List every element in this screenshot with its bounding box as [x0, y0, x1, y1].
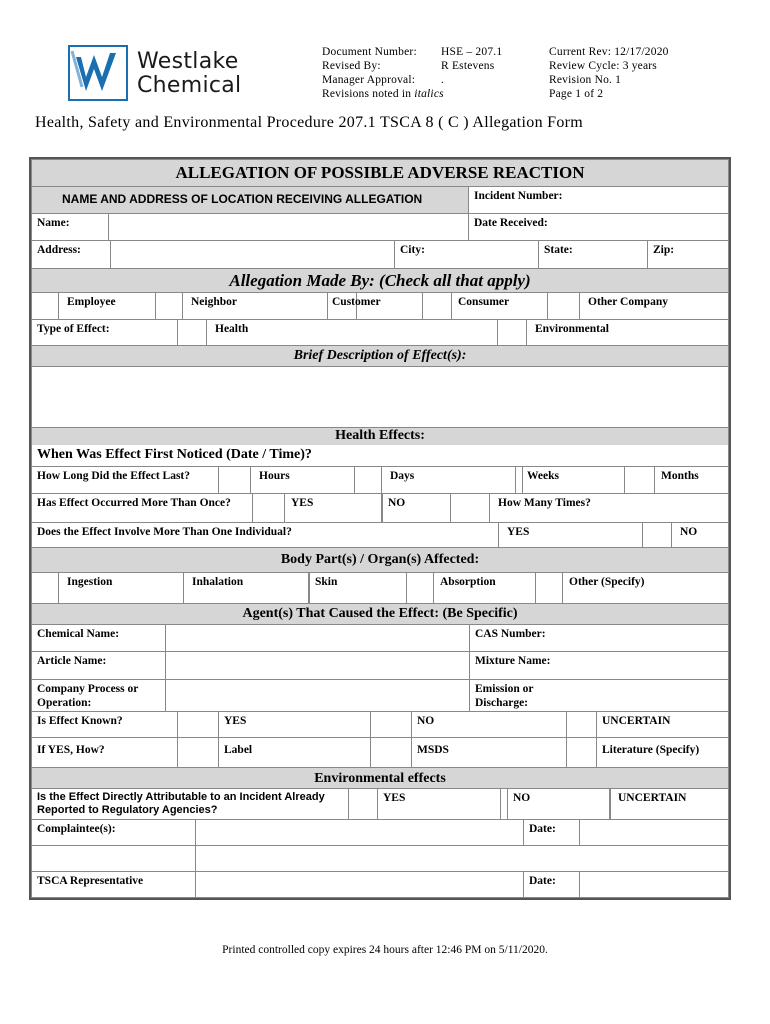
effect-known-uncertain-checkbox[interactable] — [566, 711, 597, 738]
allegation-form — [29, 157, 731, 900]
attributable-label: Is the Effect Directly Attributable to an Incident Already Reported to Regulatory Agencies? — [31, 788, 349, 820]
date-received-field[interactable]: Date Received: — [468, 213, 729, 241]
health-effects-header: Health Effects: — [31, 427, 729, 445]
effect-known-yes-checkbox[interactable] — [177, 711, 219, 738]
attributable-uncertain-label: UNCERTAIN — [609, 788, 729, 820]
effect-known-label: Is Effect Known? — [31, 711, 178, 738]
environmental-effects-header: Environmental effects — [31, 767, 729, 789]
literature-field[interactable]: Literature (Specify) — [596, 737, 729, 768]
label-checkbox[interactable] — [177, 737, 219, 768]
occurred-more-yes-label: YES — [284, 493, 382, 523]
more-than-one-label: Does the Effect Involve More Than One Individual? — [31, 522, 499, 548]
other-company-label: Other Company — [579, 292, 729, 320]
mixture-name-field[interactable]: Mixture Name: — [469, 651, 729, 680]
consumer-checkbox[interactable] — [422, 292, 452, 320]
more-than-one-no-label: NO — [671, 522, 729, 548]
manager-approval: . — [441, 74, 445, 86]
attributable-yes-label: YES — [377, 788, 501, 820]
occurred-more-no-label: NO — [381, 493, 451, 523]
name-label: Name: — [31, 213, 109, 241]
hours-checkbox[interactable] — [354, 466, 382, 494]
name-address-header: NAME AND ADDRESS OF LOCATION RECEIVING ALLEGATION — [31, 186, 469, 214]
revised-by-label: Revised By: — [322, 60, 381, 72]
effect-known-uncertain-label: UNCERTAIN — [596, 711, 729, 738]
health-checkbox[interactable] — [177, 319, 207, 346]
other-company-checkbox[interactable] — [547, 292, 580, 320]
review-cycle: Review Cycle: 3 years — [549, 60, 657, 72]
how-long-input[interactable] — [218, 466, 251, 494]
skin-checkbox[interactable] — [406, 572, 434, 604]
brief-description-header: Brief Description of Effect(s): — [31, 345, 729, 367]
weeks-label: Weeks — [522, 466, 625, 494]
label-option: Label — [218, 737, 371, 768]
current-rev: Current Rev: 12/17/2020 — [549, 46, 669, 58]
health-label: Health — [206, 319, 498, 346]
form-main-title: ALLEGATION OF POSSIBLE ADVERSE REACTION — [31, 159, 729, 187]
hours-label: Hours — [250, 466, 355, 494]
company-process-input[interactable] — [165, 679, 470, 712]
attributable-no-label: NO — [507, 788, 610, 820]
environmental-checkbox[interactable] — [497, 319, 527, 346]
tsca-rep-label: TSCA Representative — [31, 871, 196, 898]
skin-label: Skin — [308, 572, 407, 604]
msds-option: MSDS — [411, 737, 567, 768]
how-many-times-field[interactable]: How Many Times? — [489, 493, 729, 523]
doc-number-label: Document Number: — [322, 46, 417, 58]
name-input[interactable] — [108, 213, 469, 241]
revision-no: Revision No. 1 — [549, 74, 622, 86]
occurred-more-label: Has Effect Occurred More Than Once? — [31, 493, 253, 523]
tsca-date-label: Date: — [523, 871, 580, 898]
agents-header: Agent(s) That Caused the Effect: (Be Specific) — [31, 603, 729, 625]
city-field[interactable]: City: — [394, 240, 539, 269]
address-input[interactable] — [110, 240, 395, 269]
zip-field[interactable]: Zip: — [647, 240, 729, 269]
incident-number-field[interactable]: Incident Number: — [468, 186, 729, 214]
neighbor-checkbox[interactable] — [155, 292, 183, 320]
effect-known-yes-label: YES — [218, 711, 371, 738]
revisions-note: Revisions noted in italics — [322, 88, 444, 100]
weeks-checkbox[interactable] — [624, 466, 655, 494]
complaintee-input[interactable] — [195, 819, 524, 846]
how-long-label: How Long Did the Effect Last? — [31, 466, 219, 494]
months-label: Months — [654, 466, 729, 494]
complaintee-extra-label — [31, 845, 196, 872]
other-specify-field[interactable]: Other (Specify) — [562, 572, 729, 604]
brief-description-input[interactable] — [31, 366, 729, 428]
doc-number: HSE – 207.1 — [441, 46, 503, 58]
state-field[interactable]: State: — [538, 240, 648, 269]
more-than-one-yes-label: YES — [498, 522, 643, 548]
absorption-label: Absorption — [433, 572, 536, 604]
occurred-more-count-input[interactable] — [450, 493, 490, 523]
employee-checkbox[interactable] — [31, 292, 59, 320]
revised-by: R Estevens — [441, 60, 495, 72]
days-label: Days — [381, 466, 516, 494]
complaintee-label: Complaintee(s): — [31, 819, 196, 846]
ingestion-label: Ingestion — [58, 572, 184, 604]
emission-field[interactable]: Emission or Discharge: — [469, 679, 729, 712]
complaintee-date-label: Date: — [523, 819, 580, 846]
tsca-date-input[interactable] — [579, 871, 729, 898]
tsca-rep-input[interactable] — [195, 871, 524, 898]
neighbor-label: Neighbor — [182, 292, 328, 320]
effect-known-no-label: NO — [411, 711, 567, 738]
page-title: Health, Safety and Environmental Procedure 207.1 TSCA 8 ( C ) Allegation Form — [35, 114, 584, 131]
company-logo-text: Westlake Chemical — [137, 49, 242, 98]
page-number: Page 1 of 2 — [549, 88, 604, 100]
chemical-name-input[interactable] — [165, 624, 470, 652]
complaintee-date-input[interactable] — [579, 819, 729, 846]
customer-label: Customer — [326, 292, 423, 320]
employee-label: Employee — [58, 292, 156, 320]
literature-checkbox[interactable] — [566, 737, 597, 768]
msds-checkbox[interactable] — [370, 737, 412, 768]
more-than-one-yes-checkbox[interactable] — [642, 522, 672, 548]
effect-known-no-checkbox[interactable] — [370, 711, 412, 738]
attributable-yes-checkbox[interactable] — [348, 788, 378, 820]
cas-number-field[interactable]: CAS Number: — [469, 624, 729, 652]
article-name-label: Article Name: — [31, 651, 166, 680]
consumer-label: Consumer — [451, 292, 548, 320]
allegation-made-by-header: Allegation Made By: (Check all that apply) — [31, 268, 729, 293]
ingestion-checkbox[interactable] — [31, 572, 59, 604]
chemical-name-label: Chemical Name: — [31, 624, 166, 652]
inhalation-label: Inhalation — [183, 572, 309, 604]
when-noticed-field[interactable]: When Was Effect First Noticed (Date / Time)? — [31, 444, 729, 467]
company-process-label: Company Process or Operation: — [31, 679, 166, 712]
article-name-input[interactable] — [165, 651, 470, 680]
address-label: Address: — [31, 240, 111, 269]
westlake-logo-icon — [68, 45, 128, 101]
print-footer: Printed controlled copy expires 24 hours after 12:46 PM on 5/11/2020. — [222, 944, 548, 956]
type-of-effect-label: Type of Effect: — [31, 319, 178, 346]
complaintee-extra-input[interactable] — [195, 845, 729, 872]
if-yes-how-label: If YES, How? — [31, 737, 178, 768]
occurred-more-yes-checkbox[interactable] — [252, 493, 285, 523]
body-parts-header: Body Part(s) / Organ(s) Affected: — [31, 547, 729, 573]
manager-approval-label: Manager Approval: — [322, 74, 416, 86]
environmental-label: Environmental — [526, 319, 729, 346]
absorption-checkbox[interactable] — [535, 572, 563, 604]
